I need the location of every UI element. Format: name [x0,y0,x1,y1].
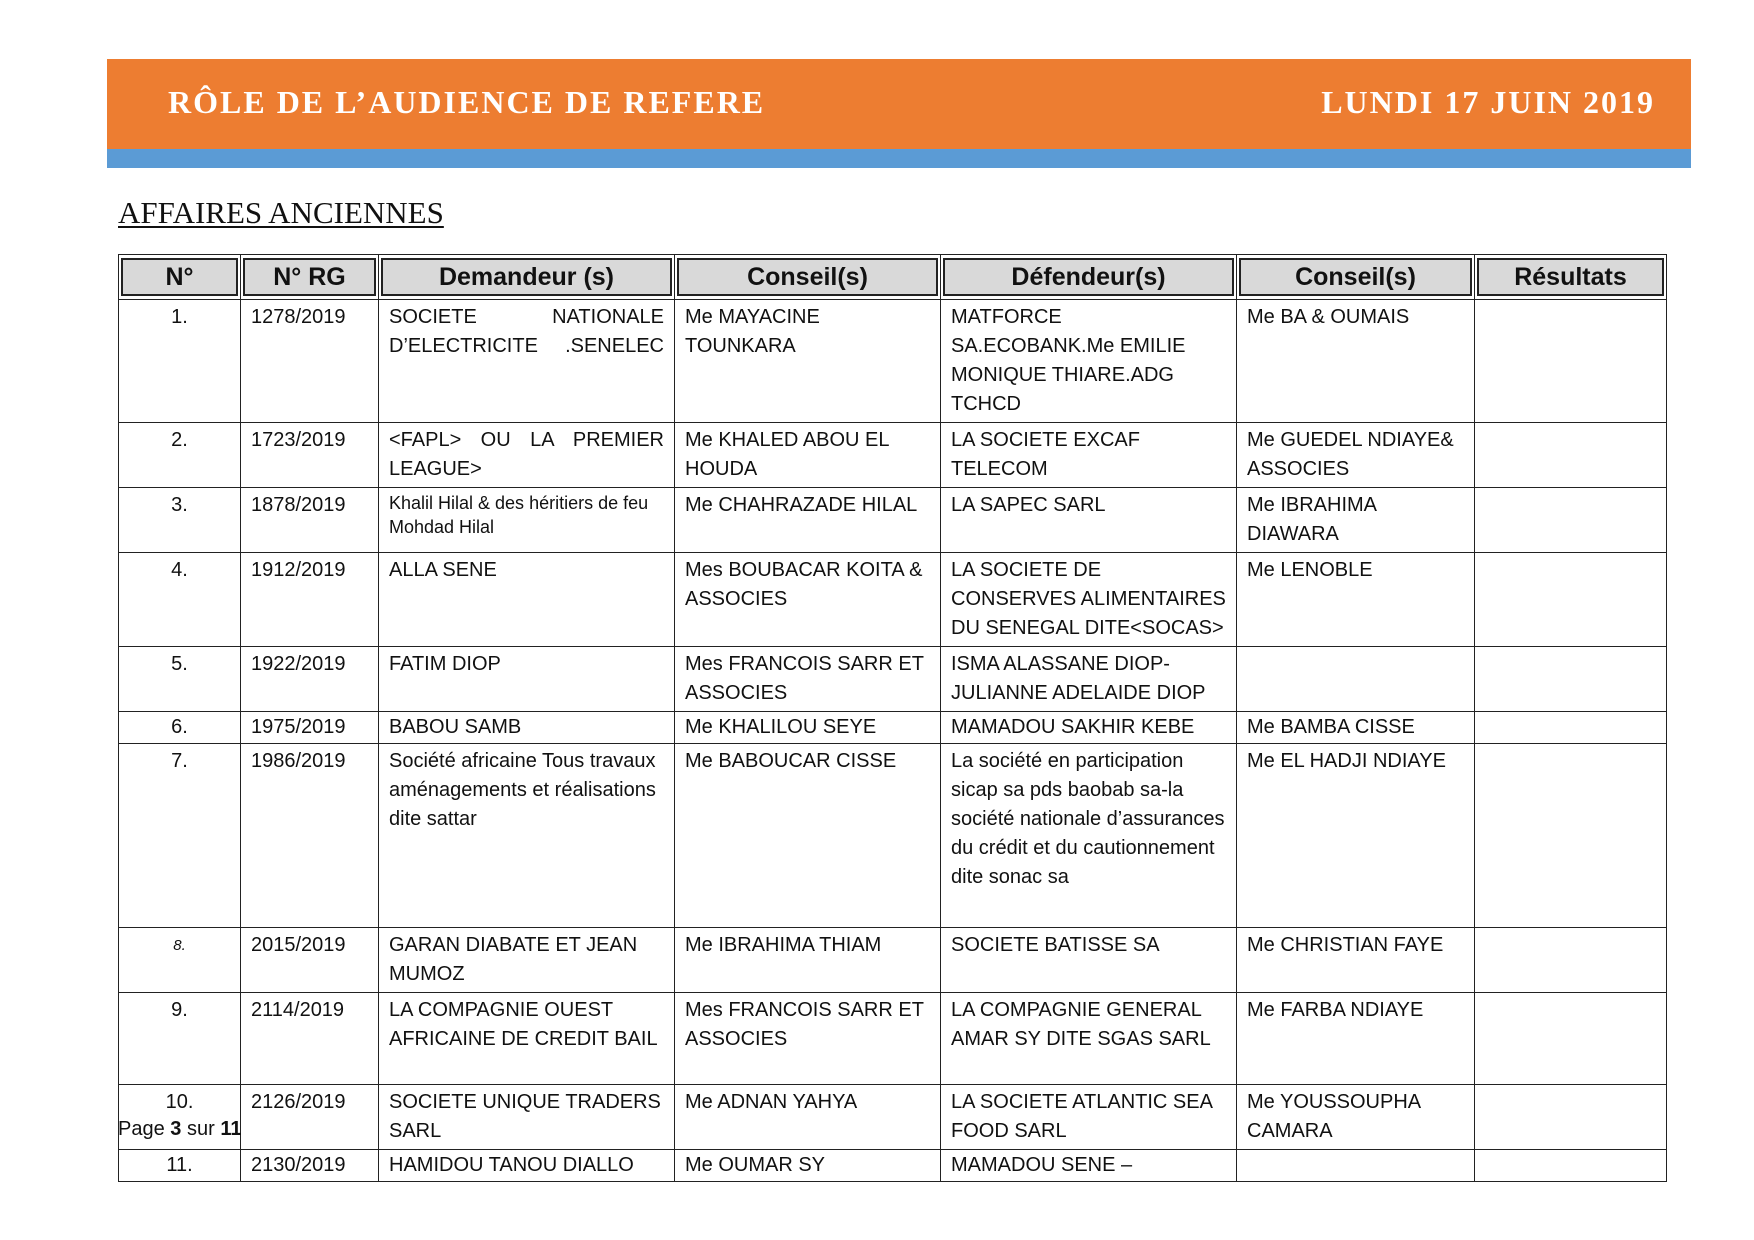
case-rg: 1986/2019 [241,744,379,928]
defendant-counsel [1237,1150,1475,1182]
defendant-counsel: Me BAMBA CISSE [1237,712,1475,744]
column-header: N° [119,255,241,300]
result [1475,553,1667,647]
case-number: 9. [119,993,241,1085]
plaintiff-counsel: Me MAYACINE TOUNKARA [675,300,941,423]
defendant-counsel: Me EL HADJI NDIAYE [1237,744,1475,928]
case-number: 11. [119,1150,241,1182]
defendant: MAMADOU SENE – [941,1150,1237,1182]
plaintiff-counsel: Me KHALILOU SEYE [675,712,941,744]
defendant-counsel [1237,647,1475,712]
plaintiff-counsel: Me IBRAHIMA THIAM [675,928,941,993]
plaintiff: SOCIETE NATIONALE D’ELECTRICITE .SENELEC [379,300,675,423]
case-number: 4. [119,553,241,647]
defendant-counsel: Me LENOBLE [1237,553,1475,647]
result [1475,744,1667,928]
header-stripe [107,149,1691,168]
plaintiff: ALLA SENE [379,553,675,647]
plaintiff-counsel: Mes FRANCOIS SARR ET ASSOCIES [675,647,941,712]
table-header-row [119,255,1667,300]
defendant-counsel: Me BA & OUMAIS [1237,300,1475,423]
plaintiff: Khalil Hilal & des héritiers de feu Mohdad Hilal [379,488,675,553]
result [1475,647,1667,712]
defendant-counsel: Me IBRAHIMA DIAWARA [1237,488,1475,553]
plaintiff: SOCIETE UNIQUE TRADERS SARL [379,1085,675,1150]
plaintiff: GARAN DIABATE ET JEAN MUMOZ [379,928,675,993]
defendant: ISMA ALASSANE DIOP-JULIANNE ADELAIDE DIOP [941,647,1237,712]
table-row [119,744,1667,928]
defendant: La société en participation sicap sa pds baobab sa-la société nationale d’assurances du crédit et du cautionnement dite sonac sa [941,744,1237,928]
case-rg: 2015/2019 [241,928,379,993]
page-current: 3 [170,1118,182,1140]
case-rg: 1975/2019 [241,712,379,744]
table-row [119,712,1667,744]
case-number: 10. [119,1085,241,1150]
plaintiff-counsel: Me CHAHRAZADE HILAL [675,488,941,553]
case-number: 2. [119,423,241,488]
plaintiff: FATIM DIOP [379,647,675,712]
case-number: 7. [119,744,241,928]
defendant: LA SOCIETE ATLANTIC SEA FOOD SARL [941,1085,1237,1150]
plaintiff-counsel: Me ADNAN YAHYA [675,1085,941,1150]
defendant: LA COMPAGNIE GENERAL AMAR SY DITE SGAS SARL [941,993,1237,1085]
defendant: LA SOCIETE DE CONSERVES ALIMENTAIRES DU SENEGAL DITE<SOCAS> [941,553,1237,647]
defendant: MATFORCE SA.ECOBANK.Me EMILIE MONIQUE THIARE.ADG TCHCD [941,300,1237,423]
column-header: Conseil(s) [675,255,941,300]
hearing-date: LUNDI 17 JUIN 2019 [1321,84,1655,120]
defendant: LA SOCIETE EXCAF TELECOM [941,423,1237,488]
result [1475,928,1667,993]
table-row [119,553,1667,647]
plaintiff: LA COMPAGNIE OUEST AFRICAINE DE CREDIT BAIL [379,993,675,1085]
plaintiff: HAMIDOU TANOU DIALLO [379,1150,675,1182]
page-separator: sur [186,1118,215,1140]
column-header: Conseil(s) [1237,255,1475,300]
result [1475,712,1667,744]
docket-table [118,254,1667,1182]
section-title: AFFAIRES ANCIENNES [118,195,444,230]
case-number: 3. [119,488,241,553]
defendant-counsel: Me CHRISTIAN FAYE [1237,928,1475,993]
page-label: Page [118,1118,165,1140]
table-row [119,300,1667,423]
plaintiff-counsel: Mes BOUBACAR KOITA & ASSOCIES [675,553,941,647]
column-header: Demandeur (s) [379,255,675,300]
case-rg: 1912/2019 [241,553,379,647]
case-number: 5. [119,647,241,712]
case-rg: 2130/2019 [241,1150,379,1182]
result [1475,300,1667,423]
case-number: 1. [119,300,241,423]
table-row [119,423,1667,488]
result [1475,993,1667,1085]
table-row [119,1150,1667,1182]
defendant: MAMADOU SAKHIR KEBE [941,712,1237,744]
plaintiff: BABOU SAMB [379,712,675,744]
defendant-counsel: Me GUEDEL NDIAYE& ASSOCIES [1237,423,1475,488]
plaintiff: <FAPL> OU LA PREMIER LEAGUE> [379,423,675,488]
plaintiff-counsel: Me KHALED ABOU EL HOUDA [675,423,941,488]
defendant-counsel: Me YOUSSOUPHA CAMARA [1237,1085,1475,1150]
defendant: SOCIETE BATISSE SA [941,928,1237,993]
defendant-counsel: Me FARBA NDIAYE [1237,993,1475,1085]
case-rg: 2114/2019 [241,993,379,1085]
table-row [119,1085,1667,1150]
plaintiff: Société africaine Tous travaux aménagements et réalisations dite sattar [379,744,675,928]
column-header: Résultats [1475,255,1667,300]
case-rg: 1922/2019 [241,647,379,712]
plaintiff-counsel: Me BABOUCAR CISSE [675,744,941,928]
result [1475,1150,1667,1182]
result [1475,1085,1667,1150]
result [1475,423,1667,488]
case-number: 6. [119,712,241,744]
table-row [119,647,1667,712]
page-footer [118,1118,241,1141]
defendant: LA SAPEC SARL [941,488,1237,553]
case-rg: 1278/2019 [241,300,379,423]
column-header: N° RG [241,255,379,300]
table-row [119,993,1667,1085]
document-title: RÔLE DE L’AUDIENCE DE REFERE [168,84,766,120]
table-row [119,488,1667,553]
column-header: Défendeur(s) [941,255,1237,300]
case-rg: 2126/2019 [241,1085,379,1150]
result [1475,488,1667,553]
table-row [119,928,1667,993]
case-rg: 1878/2019 [241,488,379,553]
plaintiff-counsel: Mes FRANCOIS SARR ET ASSOCIES [675,993,941,1085]
plaintiff-counsel: Me OUMAR SY [675,1150,941,1182]
page-total: 11 [220,1118,242,1140]
case-rg: 1723/2019 [241,423,379,488]
case-number: 8. [119,928,241,993]
